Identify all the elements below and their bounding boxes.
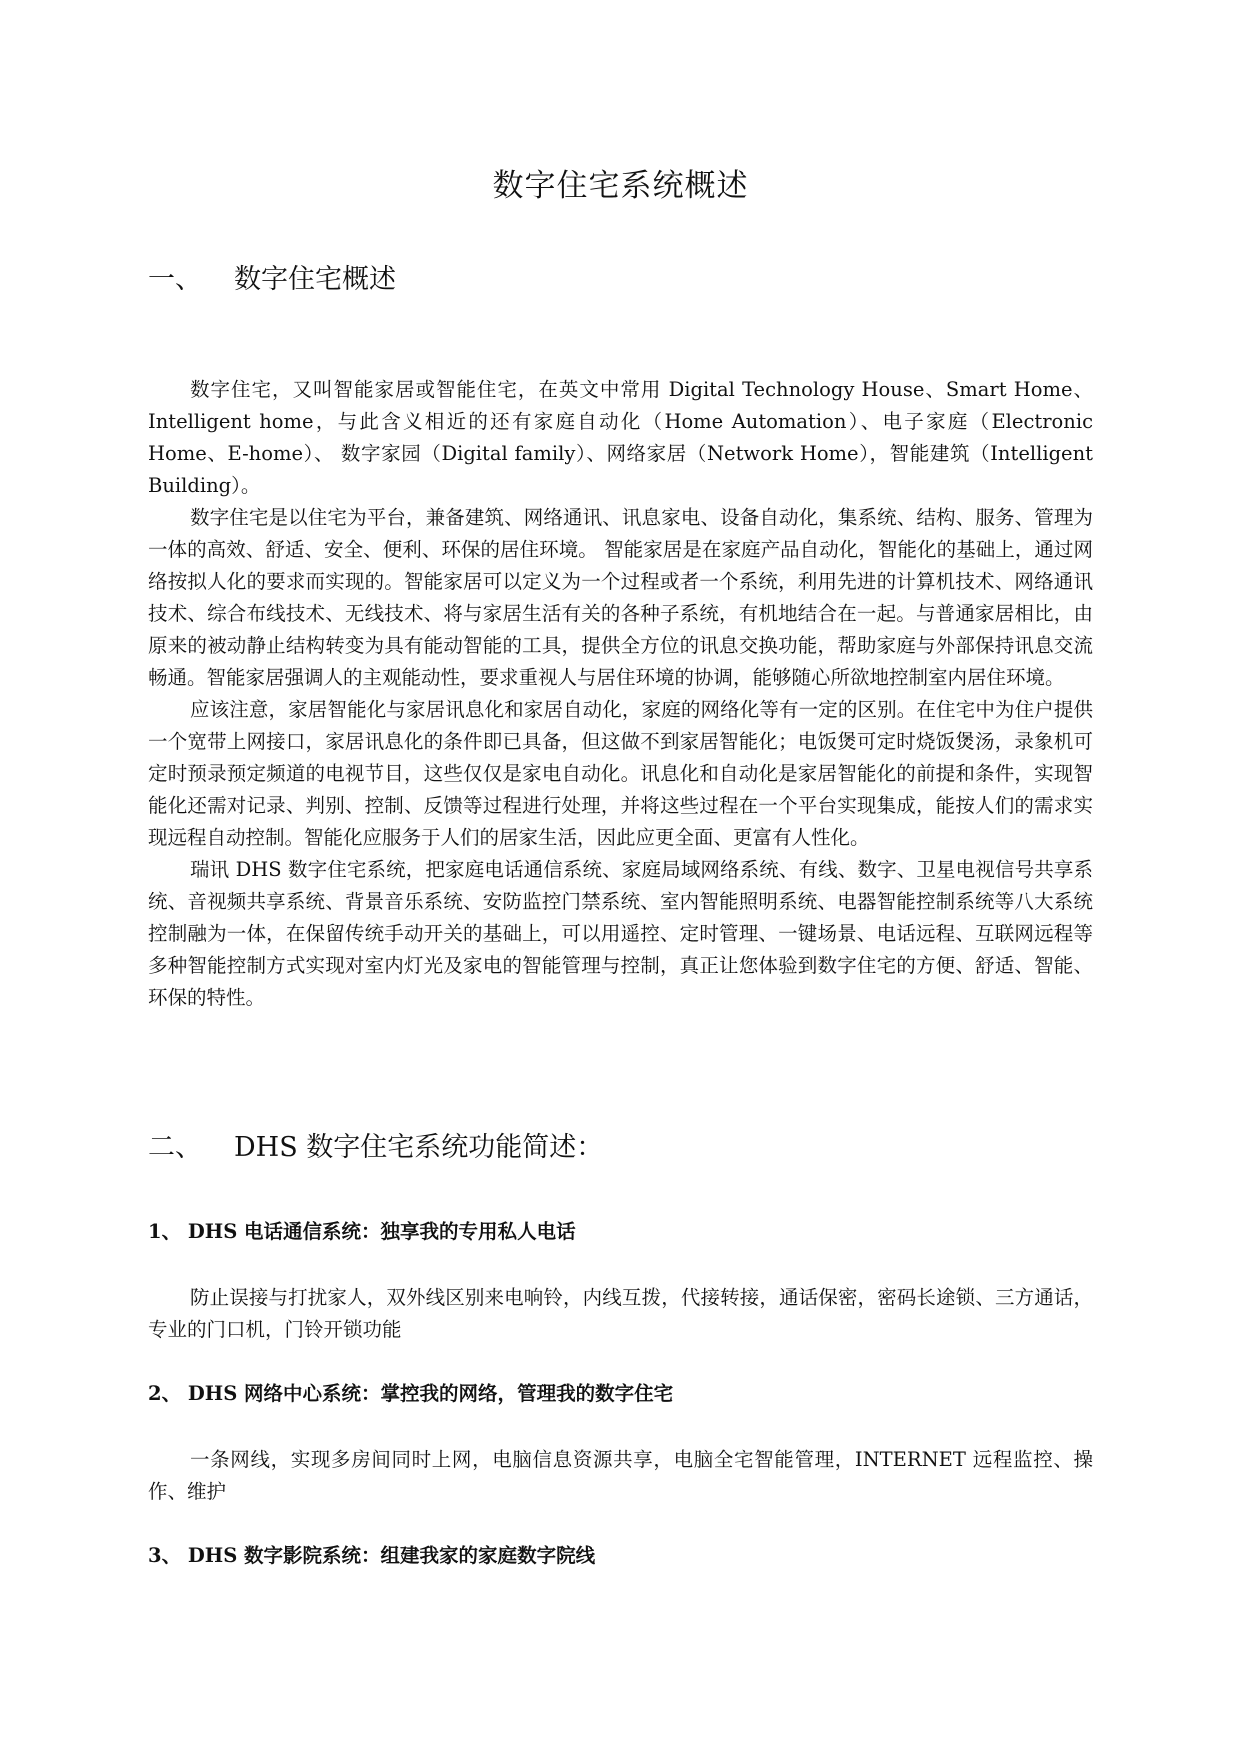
paragraph: 数字住宅，又叫智能家居或智能住宅，在英文中常用 Digital Technology House、Smart Home、Intelligent home，与此含义相近的还有家庭自动化（Home Automation）、电子家庭（Electronic Home、E-home）、 数字家园（Digital family）、网络家居（Network Home），智能建筑（Intelligent Building）。 [148, 378, 1093, 497]
subsection-2-heading: 2、 DHS 网络中心系统：掌控我的网络，管理我的数字住宅 [148, 1382, 674, 1405]
subsection-1-body [148, 1282, 1093, 1346]
section-1-number: 一、 [148, 264, 202, 295]
paragraph: 应该注意，家居智能化与家居讯息化和家居自动化，家庭的网络化等有一定的区别。在住宅中为住户提供一个宽带上网接口，家居讯息化的条件即已具备，但这做不到家居智能化；电饭煲可定时烧饭煲汤，录象机可定时预录预定频道的电视节目，这些仅仅是家电自动化。讯息化和自动化是家居智能化的前提和条件，实现智能化还需对记录、判别、控制、反馈等过程进行处理，并将这些过程在一个平台实现集成，能按人们的需求实现远程自动控制。智能化应服务于人们的居家生活，因此应更全面、更富有人性化。 [148, 698, 1093, 849]
section-1-heading [148, 262, 396, 298]
paragraph: 数字住宅是以住宅为平台，兼备建筑、网络通讯、讯息家电、设备自动化，集系统、结构、服务、管理为一体的高效、舒适、安全、便利、环保的居住环境。 智能家居是在家庭产品自动化，智能化的基础上，通过网络按拟人化的要求而实现的。智能家居可以定义为一个过程或者一个系统，利用先进的计算机技术、网络通讯技术、综合布线技术、无线技术、将与家居生活有关的各种子系统，有机地结合在一起。与普通家居相比，由原来的被动静止结构转变为具有能动智能的工具，提供全方位的讯息交换功能，帮助家庭与外部保持讯息交流畅通。智能家居强调人的主观能动性，要求重视人与居住环境的协调，能够随心所欲地控制室内居住环境。 [148, 506, 1093, 689]
section-2-number: 二、 [148, 1132, 202, 1163]
subsection-2-body [148, 1444, 1093, 1508]
section-2-title: DHS 数字住宅系统功能简述： [234, 1132, 604, 1163]
document-title: 数字住宅系统概述 [492, 168, 749, 204]
section-1-title: 数字住宅概述 [234, 264, 396, 295]
section-1-body [148, 374, 1093, 1014]
paragraph: 防止误接与打扰家人，双外线区别来电响铃，内线互拨，代接转接，通话保密，密码长途锁、三方通话，专业的门口机，门铃开锁功能 [148, 1286, 1093, 1341]
section-2-heading [148, 1130, 603, 1166]
paragraph: 瑞讯 DHS 数字住宅系统，把家庭电话通信系统、家庭局域网络系统、有线、数字、卫星电视信号共享系统、音视频共享系统、背景音乐系统、安防监控门禁系统、室内智能照明系统、电器智能控制系统等八大系统控制融为一体，在保留传统手动开关的基础上，可以用遥控、定时管理、一键场景、电话远程、互联网远程等多种智能控制方式实现对室内灯光及家电的智能管理与控制，真正让您体验到数字住宅的方便、舒适、智能、环保的特性。 [148, 858, 1093, 1009]
subsection-1-heading: 1、 DHS 电话通信系统：独享我的专用私人电话 [148, 1220, 576, 1243]
subsection-3-heading: 3、 DHS 数字影院系统：组建我家的家庭数字院线 [148, 1544, 596, 1567]
paragraph: 一条网线，实现多房间同时上网，电脑信息资源共享，电脑全宅智能管理，INTERNET 远程监控、操作、维护 [148, 1448, 1093, 1503]
